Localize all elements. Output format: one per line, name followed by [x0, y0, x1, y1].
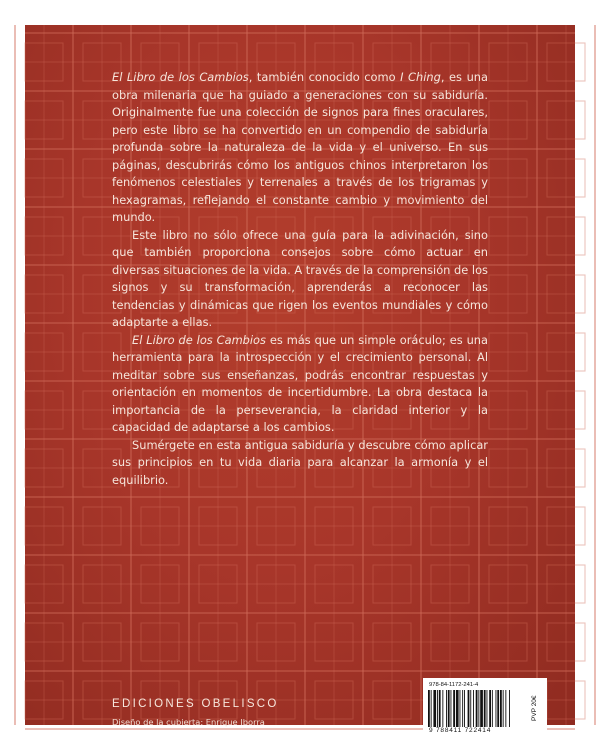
blurb-paragraph-3: El Libro de los Cambios es más que un simple oráculo; es una herramienta para la introspección y el crecimiento personal. Al meditar sobre sus enseñanzas, podrás encontrar respuestas y orientación en momentos de incertidumbre. La obra destaca la importancia de la perseverancia, la claridad interior y la capacidad de adaptarse a los cambios.	[112, 332, 489, 434]
barcode-label	[423, 678, 547, 736]
book-title: El Libro de los Cambios	[132, 332, 266, 347]
back-cover	[25, 25, 575, 734]
blurb-paragraph-2: Este libro no sólo ofrece una guía para la adivinación, sino que también proporciona consejos sobre cómo actuar en diversas situaciones de la vida. A través de la comprensión de los signos y su transformación, aprenderás a reconocer las tendencias y dinámicas que rigen los eventos mundiales y cómo adaptarte a ellas.	[112, 227, 488, 329]
barcode-digits: 9 788411 722414	[429, 727, 492, 734]
back-cover-blurb	[112, 69, 488, 489]
book-alt-title: I Ching	[400, 70, 441, 84]
price-label: PVP 20€	[531, 695, 538, 721]
cover-design-credit: Diseño de la cubierta: Enrique Iborra	[112, 717, 265, 727]
blurb-paragraph-1: El Libro de los Cambios, también conocido como I Ching, es una obra milenaria que ha guiado a generaciones con su sabiduría. Originalmente fue una colección de signos para fines oraculares, pero este libro se ha convertido en un compendio de sabiduría profunda sobre la naturaleza de la vida y el universo. En sus páginas, descubrirás cómo los antiguos chinos interpretaron los fenómenos celestiales y terrenales a través de los trigramas y hexagramas, reflejando el constante cambio y movimiento del mundo.	[112, 70, 488, 224]
blurb-paragraph-4: Sumérgete en esta antigua sabiduría y descubre cómo aplicar sus principios en tu vida diaria para alcanzar la armonía y el equilibrio.	[112, 437, 488, 487]
barcode-bars	[428, 690, 528, 727]
book-title: El Libro de los Cambios	[112, 70, 249, 84]
isbn-number: 978-84-1172-241-4	[429, 682, 479, 688]
publisher-name: EDICIONES OBELISCO	[112, 698, 279, 710]
